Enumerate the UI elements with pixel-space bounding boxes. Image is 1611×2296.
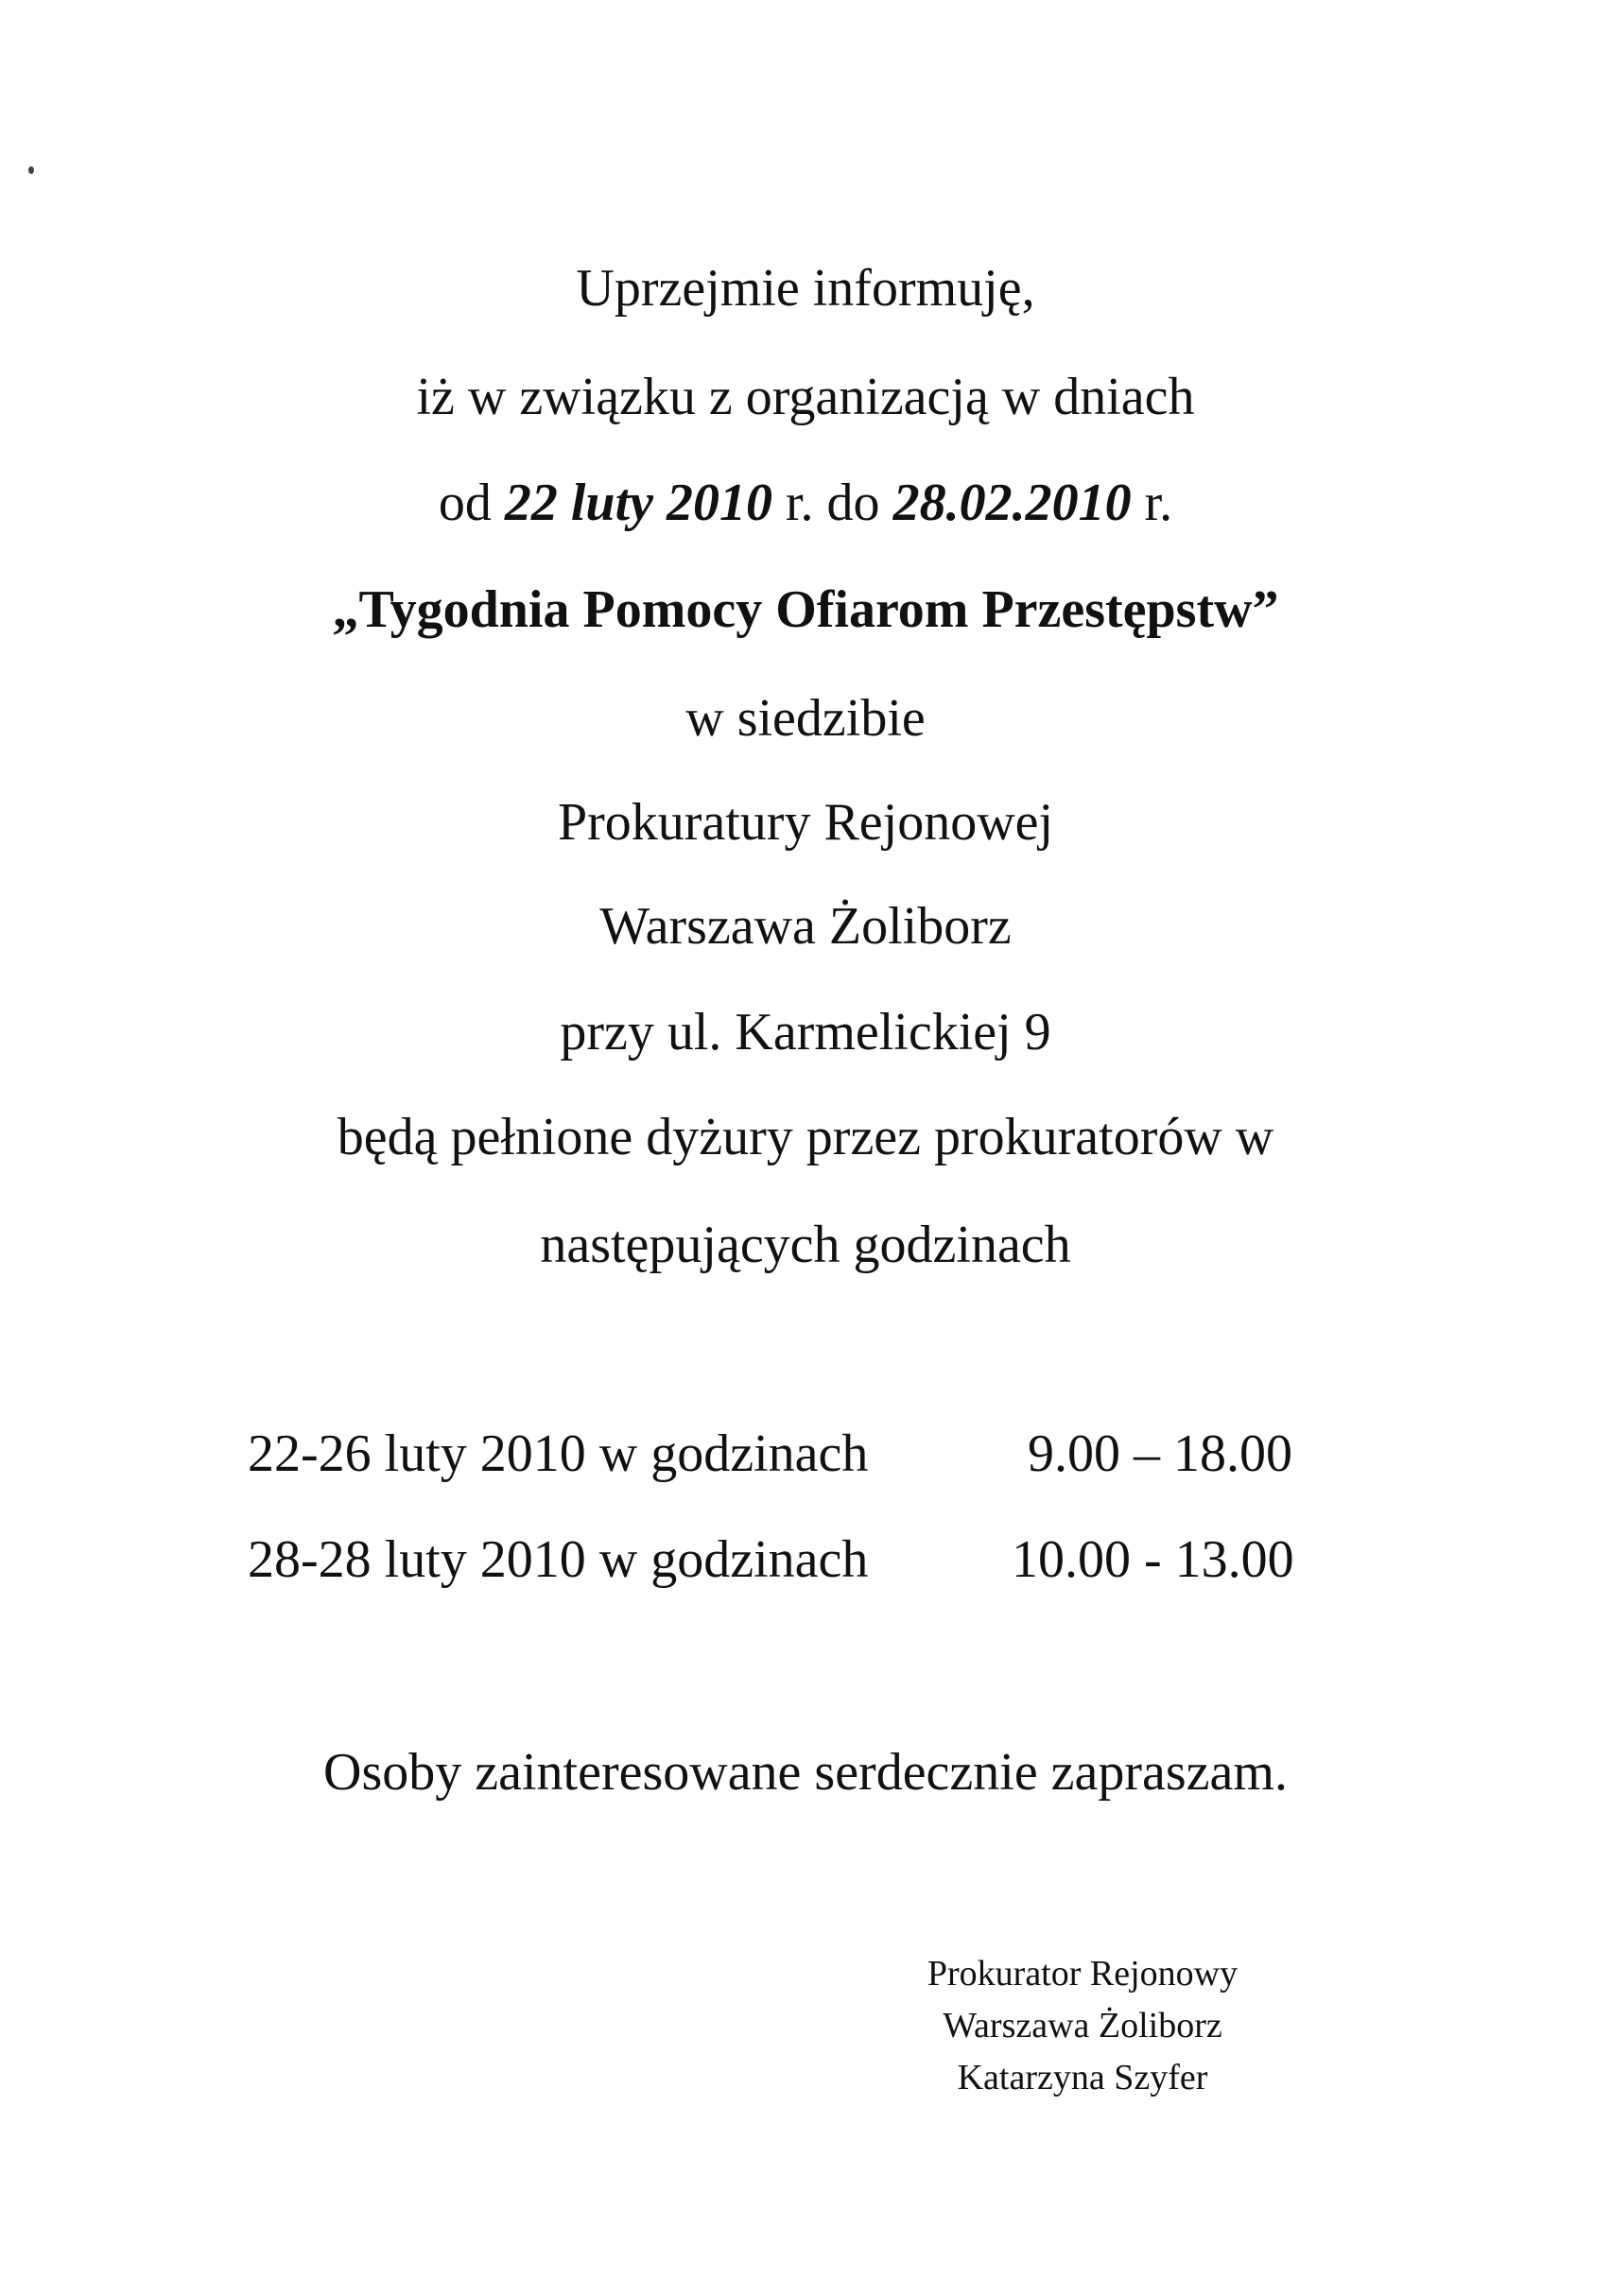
location-intro-line: w siedzibie [685,689,926,748]
event-title: „Tygodnia Pomocy Ofiarom Przestępstw” [332,580,1279,639]
office-name-line: Prokuratury Rejonowej [557,793,1054,852]
schedule-row-2-hours: 10.00 - 13.00 [1012,1530,1294,1589]
closing-line: Osoby zainteresowane serdecznie zapraszam. [323,1743,1288,1802]
date-range-line [0,470,1611,536]
date-mid: r. do [772,474,893,532]
duty-line: będą pełnione dyżury przez prokuratorów w [337,1108,1274,1166]
date-suffix: r. [1131,474,1173,532]
office-city-line: Warszawa Żoliborz [599,897,1012,956]
address-line: przy ul. Karmelickiej 9 [560,1003,1051,1062]
date-start: 22 luty 2010 [504,474,772,532]
scan-speck [28,166,34,174]
schedule-row-2-days: 28-28 luty 2010 w godzinach [248,1530,869,1589]
intro-line: iż w związku z organizacją w dniach [416,368,1195,426]
signature-office: Warszawa Żoliborz [943,2006,1222,2046]
schedule-row-1-days: 22-26 luty 2010 w godzinach [248,1424,869,1483]
signature-name: Katarzyna Szyfer [957,2058,1208,2097]
hours-intro-line: następujących godzinach [540,1216,1071,1274]
greeting-line: Uprzejmie informuję, [576,259,1035,318]
date-prefix: od [438,474,505,532]
date-end: 28.02.2010 [892,474,1132,532]
signature-title: Prokurator Rejonowy [927,1954,1239,1994]
schedule-row-1-hours: 9.00 – 18.00 [1028,1424,1292,1483]
